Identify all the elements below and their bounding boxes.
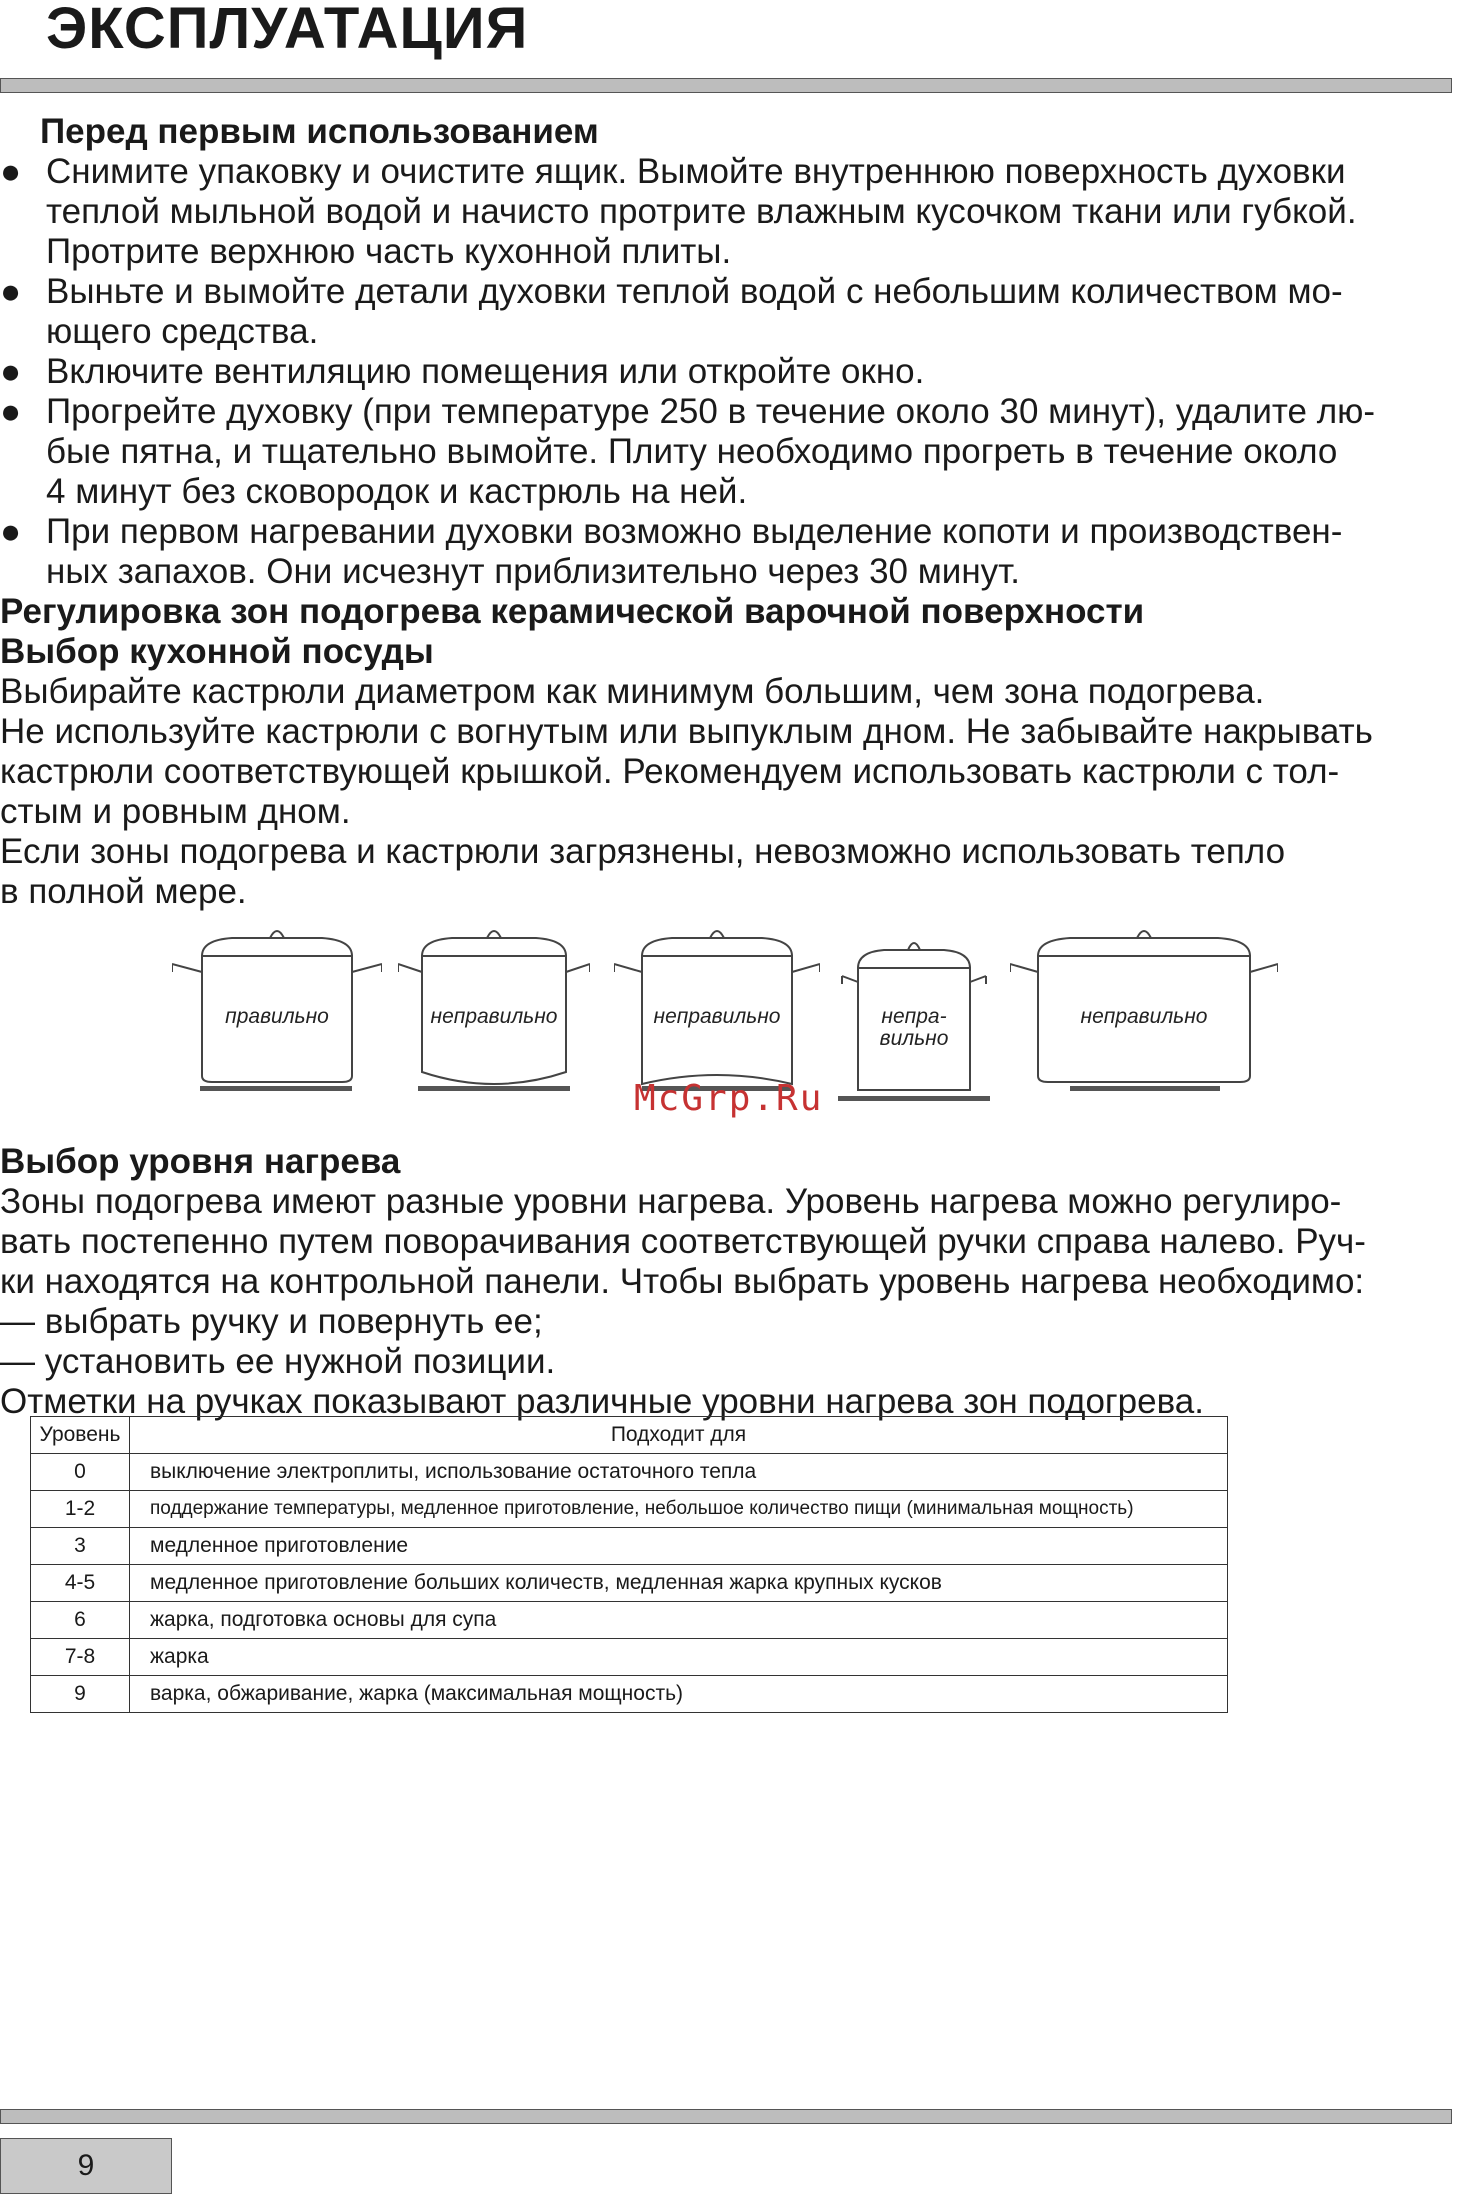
table-cell-level: 7-8: [31, 1639, 130, 1676]
bullet-icon: ●: [0, 272, 22, 311]
bullet-item: [0, 392, 1458, 512]
bullet-line: При первом нагревании духовки возможно выделение копоти и производствен-: [46, 512, 1343, 551]
bullet-icon: ●: [0, 152, 22, 191]
content: [0, 112, 1458, 1422]
table-row: [31, 1676, 1228, 1713]
table-row: [31, 1639, 1228, 1676]
table-row: [31, 1602, 1228, 1639]
bullet-icon: ●: [0, 512, 22, 551]
cookware-subheading: Выбор кухонной посуды: [0, 632, 434, 671]
bullet-line: Снимите упаковку и очистите ящик. Вымойте внутреннюю поверхность духовки: [46, 152, 1346, 191]
paragraph-line: — выбрать ручку и повернуть ее;: [0, 1302, 543, 1341]
table-header-row: [31, 1417, 1228, 1454]
watermark: McGrp.Ru: [634, 1078, 824, 1119]
paragraph-line: вать постепенно путем поворачивания соответствующей ручки справа налево. Руч-: [0, 1222, 1366, 1261]
header-divider: [0, 78, 1452, 93]
bullet-item: [0, 512, 1458, 592]
paragraph-line: Если зоны подогрева и кастрюли загрязнены, невозможно использовать тепло: [0, 832, 1286, 871]
heat-levels-table: [30, 1416, 1228, 1713]
paragraph-line: в полной мере.: [0, 872, 247, 911]
bullet-line: Прогрейте духовку (при температуре 250 в течение около 30 минут), удалите лю-: [46, 392, 1376, 431]
bullet-line: теплой мыльной водой и начисто протрите влажным кусочком ткани или губкой.: [46, 192, 1357, 231]
table-row: [31, 1528, 1228, 1565]
before-first-use-heading: Перед первым использованием: [40, 112, 599, 151]
table-cell-level: 6: [31, 1602, 130, 1639]
footer-divider: [0, 2109, 1452, 2124]
paragraph-line: Выбирайте кастрюли диаметром как минимум большим, чем зона подогрева.: [0, 672, 1265, 711]
bullet-line: Протрите верхнюю часть кухонной плиты.: [46, 232, 732, 271]
pot-label: правильно: [225, 1005, 329, 1028]
table-cell-usage: медленное приготовление больших количеств, медленная жарка крупных кусков: [130, 1565, 1228, 1602]
page-title: ЭКСПЛУАТАЦИЯ: [46, 0, 529, 61]
heat-level-heading: Выбор уровня нагрева: [0, 1142, 401, 1181]
page-number: 9: [0, 2138, 172, 2194]
column-header-usage: Подходит для: [130, 1417, 1228, 1454]
table-cell-level: 9: [31, 1676, 130, 1713]
table-cell-usage: медленное приготовление: [130, 1528, 1228, 1565]
pot-label: неправильно: [653, 1005, 781, 1028]
pot-label: неправильно: [430, 1005, 558, 1028]
paragraph-line: Не используйте кастрюли с вогнутым или выпуклым дном. Не забывайте накрывать: [0, 712, 1373, 751]
bullet-line: Выньте и вымойте детали духовки теплой водой с небольшим количеством мо-: [46, 272, 1343, 311]
bullet-line: 4 минут без сковородок и кастрюль на ней.: [46, 472, 748, 511]
table-cell-usage: жарка: [130, 1639, 1228, 1676]
paragraph-line: Отметки на ручках показывают различные уровни нагрева зон подогрева.: [0, 1382, 1204, 1421]
paragraph-line: ки находятся на контрольной панели. Чтобы выбрать уровень нагрева необходимо:: [0, 1262, 1365, 1301]
table-row: [31, 1491, 1228, 1528]
table-cell-usage: выключение электроплиты, использование остаточного тепла: [130, 1454, 1228, 1491]
bullet-icon: ●: [0, 392, 22, 431]
bullet-icon: ●: [0, 352, 22, 391]
bullet-line: Включите вентиляцию помещения или откройте окно.: [46, 352, 925, 391]
table-cell-level: 3: [31, 1528, 130, 1565]
table-cell-level: 1-2: [31, 1491, 130, 1528]
column-header-level: Уровень: [31, 1417, 130, 1454]
bullet-line: бые пятна, и тщательно вымойте. Плиту необходимо прогреть в течение около: [46, 432, 1338, 471]
table-cell-usage: варка, обжаривание, жарка (максимальная мощность): [130, 1676, 1228, 1713]
paragraph-line: Зоны подогрева имеют разные уровни нагрева. Уровень нагрева можно регулиро-: [0, 1182, 1342, 1221]
paragraph-line: кастрюли соответствующей крышкой. Рекомендуем использовать кастрюли с тол-: [0, 752, 1340, 791]
bullet-item: [0, 352, 1458, 392]
paragraph-line: стым и ровным дном.: [0, 792, 351, 831]
zone-control-heading: Регулировка зон подогрева керамической варочной поверхности: [0, 592, 1145, 631]
pot-label: непра- вильно: [879, 1005, 949, 1050]
bullet-line: ющего средства.: [46, 312, 319, 351]
bullet-item: [0, 152, 1458, 272]
paragraph-line: — установить ее нужной позиции.: [0, 1342, 556, 1381]
bullet-item: [0, 272, 1458, 352]
table-row: [31, 1565, 1228, 1602]
table-cell-usage: жарка, подготовка основы для супа: [130, 1602, 1228, 1639]
pot-label: неправильно: [1080, 1005, 1208, 1028]
table-cell-usage: поддержание температуры, медленное приготовление, небольшое количество пищи (минимальная мощность): [130, 1491, 1228, 1528]
bullet-line: ных запахов. Они исчезнут приблизительно через 30 минут.: [46, 552, 1021, 591]
table-cell-level: 0: [31, 1454, 130, 1491]
table-row: [31, 1454, 1228, 1491]
table-cell-level: 4-5: [31, 1565, 130, 1602]
